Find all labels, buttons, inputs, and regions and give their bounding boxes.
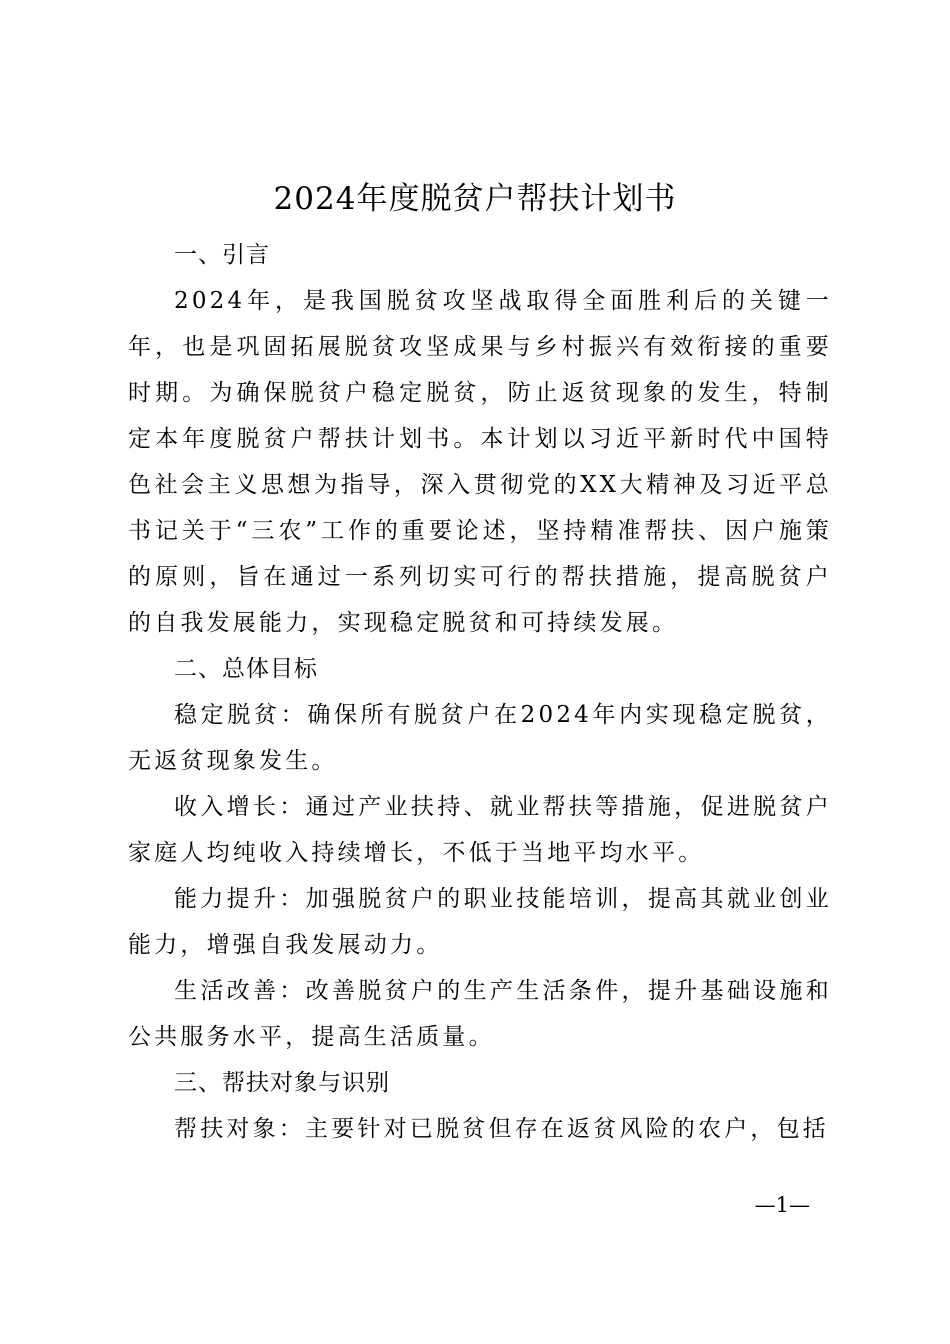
section-introduction xyxy=(128,232,832,646)
paragraph: 帮扶对象：主要针对已脱贫但存在返贫风险的农户，包括 xyxy=(174,1116,829,1142)
section-heading: 三、帮扶对象与识别 xyxy=(174,1070,390,1096)
document-title: 2024年度脱贫户帮扶计划书 xyxy=(273,181,677,217)
paragraph: 能力提升：加强脱贫户的职业技能培训，提高其就业创业能力，增强自我发展动力。 xyxy=(128,886,832,958)
section-targets-identification xyxy=(128,1060,832,1152)
section-overall-goals xyxy=(128,646,832,1060)
document-body xyxy=(128,232,832,1152)
paragraph: 稳定脱贫：确保所有脱贫户在2024年内实现稳定脱贫，无返贫现象发生。 xyxy=(128,702,832,774)
paragraph: 收入增长：通过产业扶持、就业帮扶等措施，促进脱贫户家庭人均纯收入持续增长，不低于当地平均水平。 xyxy=(128,794,832,866)
paragraph: 生活改善：改善脱贫户的生产生活条件，提升基础设施和公共服务水平，提高生活质量。 xyxy=(128,978,832,1050)
page-number: —1— xyxy=(754,1193,810,1217)
section-heading: 一、引言 xyxy=(174,242,270,268)
paragraph: 2024年，是我国脱贫攻坚战取得全面胜利后的关键一年，也是巩固拓展脱贫攻坚成果与乡村振兴有效衔接的重要时期。为确保脱贫户稳定脱贫，防止返贫现象的发生，特制定本年度脱贫户帮扶计划书。本计划以习近平新时代中国特色社会主义思想为指导，深入贯彻党的XX大精神及习近平总书记关于“三农”工作的重要论述，坚持精准帮扶、因户施策的原则，旨在通过一系列切实可行的帮扶措施，提高脱贫户的自我发展能力，实现稳定脱贫和可持续发展。 xyxy=(128,288,832,636)
section-heading: 二、总体目标 xyxy=(174,656,318,682)
